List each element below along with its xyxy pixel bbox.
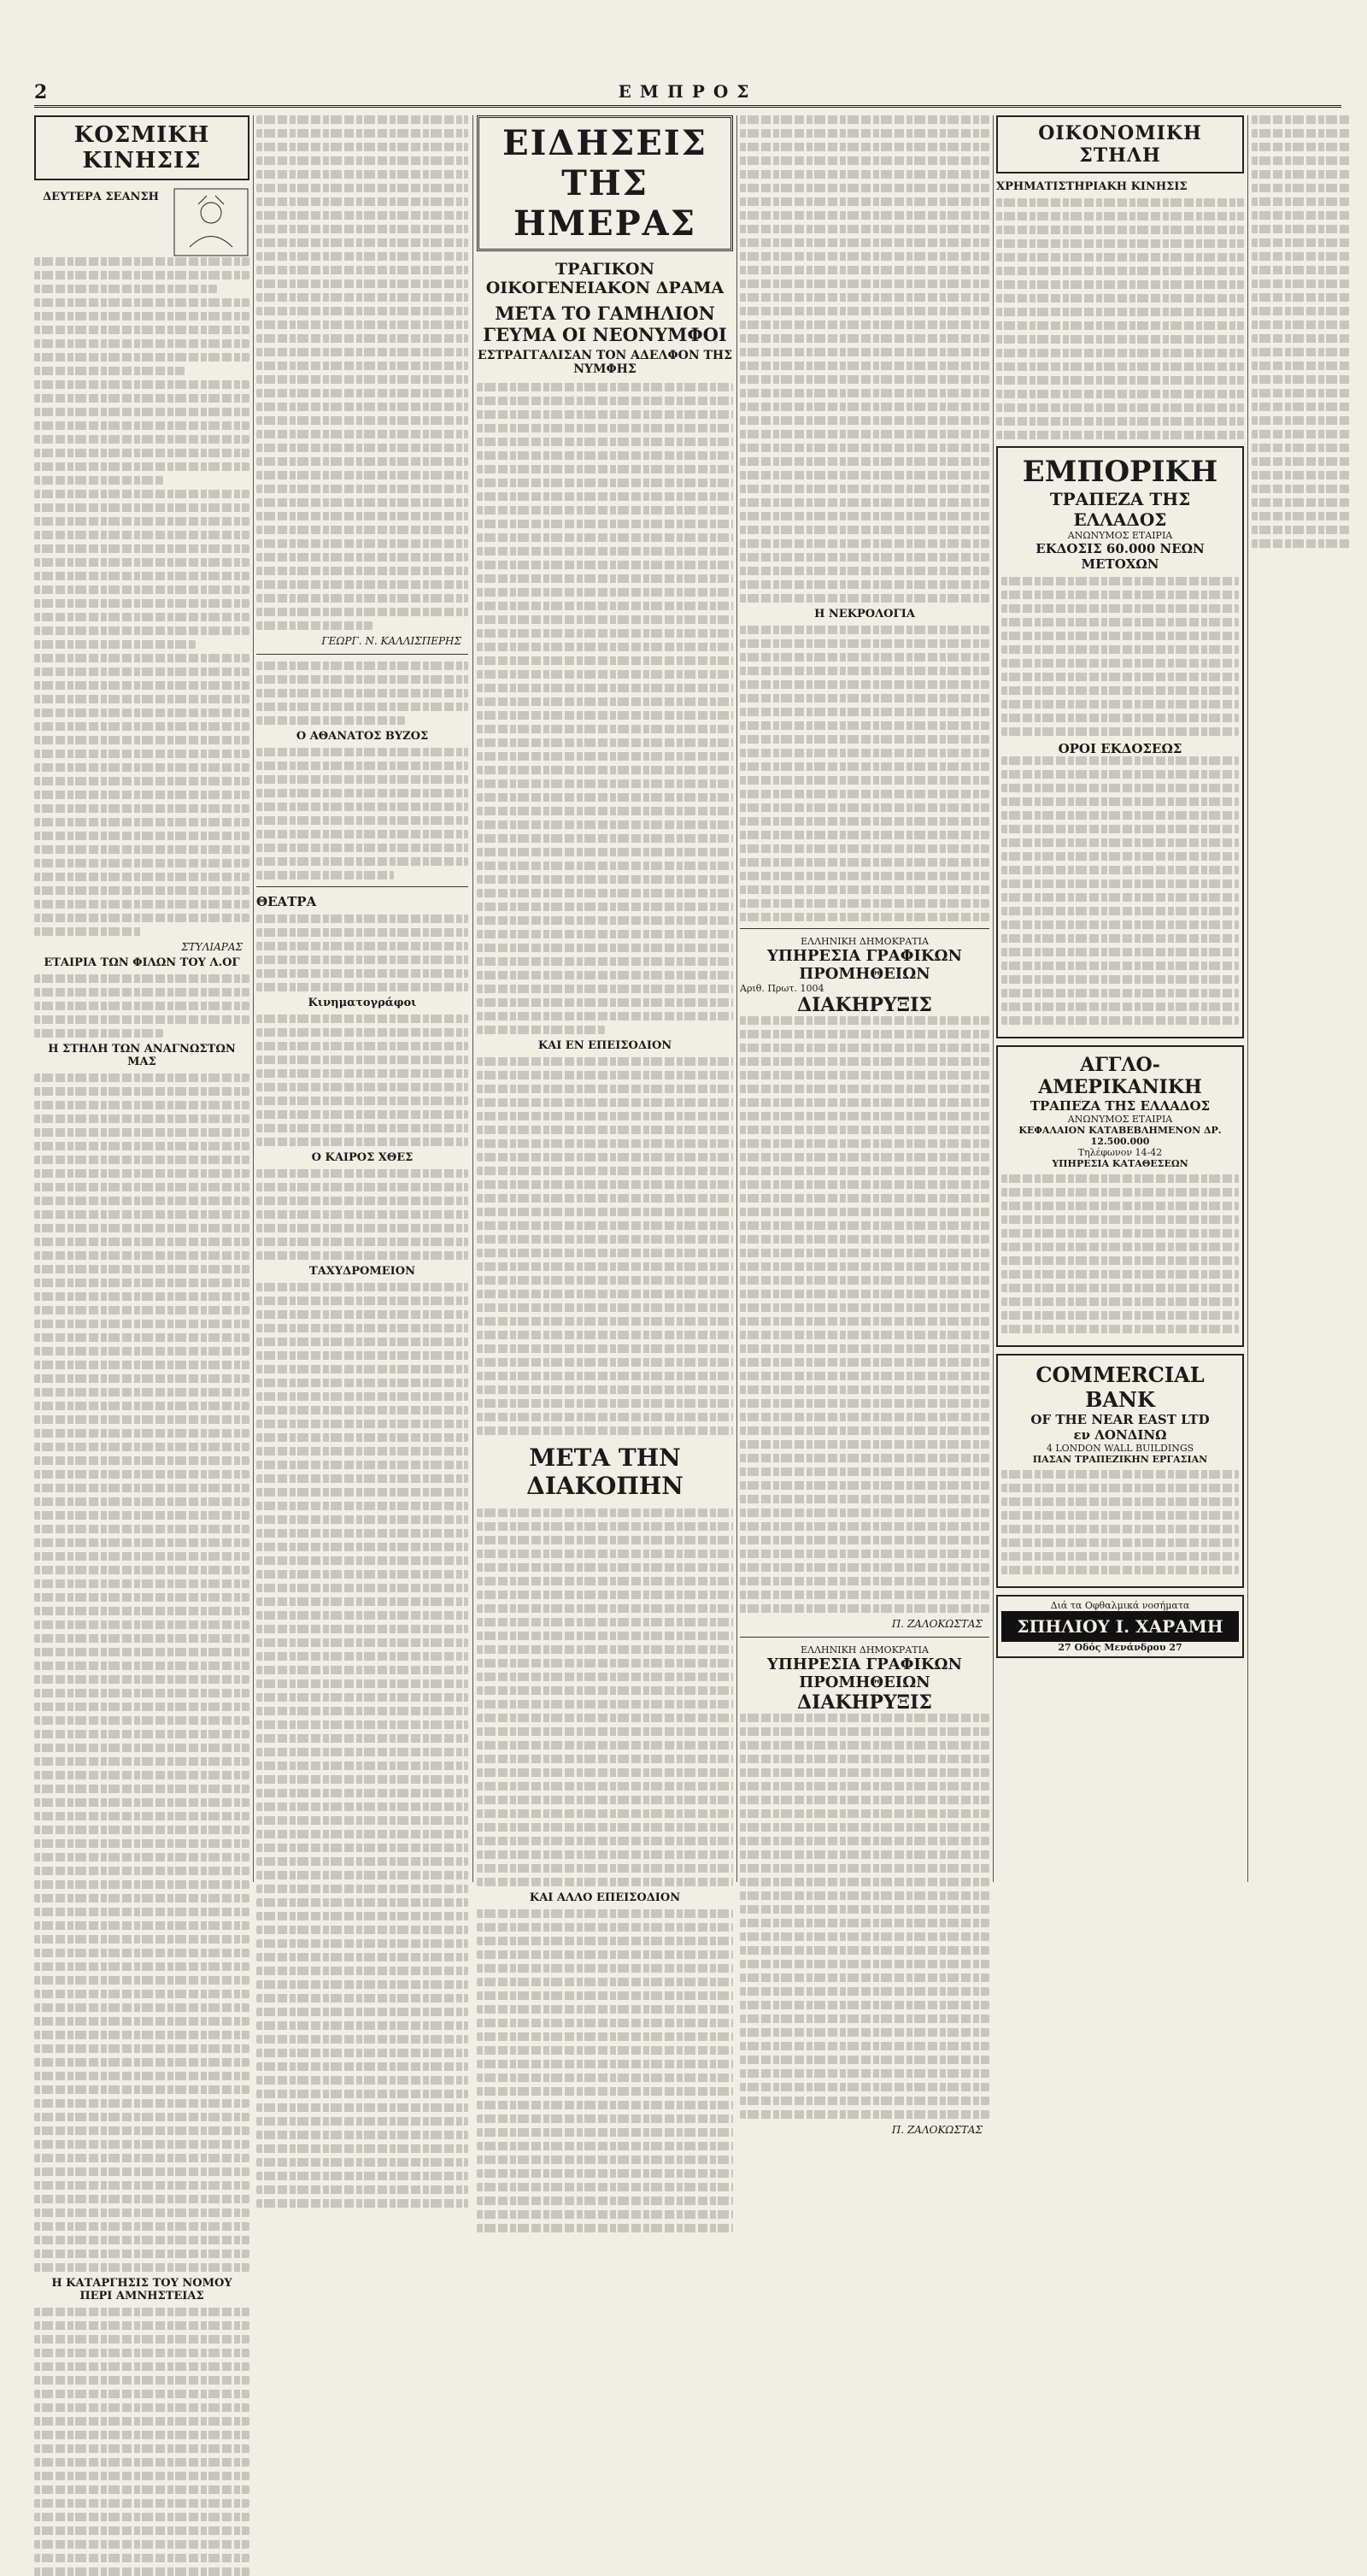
subhead: Η ΣΤΗΛΗ ΤΩΝ ΑΝΑΓΝΩΣΤΩΝ ΜΑΣ — [48, 1043, 236, 1068]
section-title: ΚΟΣΜΙΚΗ ΚΙΝΗΣΙΣ — [34, 115, 249, 180]
subhead: Η ΝΕΚΡΟΛΟΓΙΑ — [814, 608, 915, 620]
paper-name: ΕΜΠΡΟΣ — [618, 81, 758, 102]
subhead: ΔΕΥΤΕΡΑ ΣΕΑΝΣΗ — [43, 191, 159, 203]
proclamation-notice-2 — [740, 1644, 989, 1714]
masthead — [34, 81, 1341, 108]
column-divider — [253, 115, 254, 1882]
column-divider — [993, 115, 994, 1882]
ad-eye-clinic — [996, 1595, 1244, 1658]
notice-republic: ΕΛΛΗΝΙΚΗ ΔΗΜΟΚΡΑΤΙΑ — [801, 936, 929, 947]
sub-headline: ΕΣΤΡΑΓΓΑΛΙΣΑΝ ΤΟΝ ΑΔΕΛΦΟΝ ΤΗΣ ΝΥΜΦΗΣ — [477, 349, 733, 376]
subhead: ΧΡΗΜΑΤΙΣΤΗΡΙΑΚΗ ΚΙΝΗΣΙΣ — [996, 180, 1188, 193]
ad-sub: ΑΝΩΝΥΜΟΣ ΕΤΑΙΡΙΑ — [1067, 1114, 1173, 1125]
subhead: ΕΤΑΙΡΙΑ ΤΩΝ ΦΙΛΩΝ ΤΟΥ Λ.ΟΓ — [44, 956, 240, 969]
ad-terms: ΟΡΟΙ ΕΚΔΟΣΕΩΣ — [1058, 741, 1182, 756]
illustration-icon — [173, 187, 249, 257]
subhead: ΤΑΧΥΔΡΟΜΕΙΟΝ — [309, 1265, 415, 1278]
ad-name: ΤΡΑΠΕΖΑ ΤΗΣ ΕΛΛΑΔΟΣ — [1049, 489, 1191, 530]
notice-service: ΥΠΗΡΕΣΙΑ ΓΡΑΦΙΚΩΝ ΠΡΟΜΗΘΕΙΩΝ — [767, 947, 962, 983]
news-banner: ΕΙΔΗΣΕΙΣ ΤΗΣ ΗΜΕΡΑΣ — [477, 115, 733, 251]
byline: ΓΕΩΡΓ. Ν. ΚΑΛΛΙΣΠΕΡΗΣ — [321, 635, 461, 647]
ad-address: 27 Οδός Μενάνδρου 27 — [1058, 1642, 1182, 1653]
column-misc — [256, 115, 468, 1891]
subhead: Ο ΚΑΙΡΟΣ ΧΘΕΣ — [311, 1151, 414, 1164]
subhead: ΘΕΑΤΡΑ — [256, 894, 317, 909]
ad-sub: ΑΝΩΝΥΜΟΣ ΕΤΑΙΡΙΑ — [1067, 530, 1173, 541]
ad-anglo-american-bank — [996, 1045, 1244, 1347]
column-cropped — [1252, 115, 1350, 1891]
page-number: 2 — [34, 81, 48, 103]
ad-title: ΕΜΠΟΡΙΚΗ — [1022, 455, 1218, 489]
ad-department: ΥΠΗΡΕΣΙΑ ΚΑΤΑΘΕΣΕΩΝ — [1052, 1158, 1188, 1169]
notice-ref: Αριθ. Πρωτ. 1004 — [740, 983, 824, 994]
article-body — [34, 257, 249, 936]
column-news-cont — [740, 115, 989, 2136]
ad-services: ΠΑΣΑΝ ΤΡΑΠΕΖΙΚΗΝ ΕΡΓΑΣΙΑΝ — [1032, 1454, 1208, 1465]
notice-signature: Π. ΖΑΛΟΚΩΣΤΑΣ — [891, 1618, 983, 1630]
subhead: Η ΚΑΤΑΡΓΗΣΙΣ ΤΟΥ ΝΟΜΟΥ ΠΕΡΙ ΑΜΝΗΣΤΕΙΑΣ — [51, 2277, 232, 2303]
proclamation-notice-1 — [740, 936, 989, 1016]
ad-phone: Τηλέφωνον 14-42 — [1077, 1147, 1163, 1158]
ad-title: ΣΠΗΛΙΟΥ Ι. ΧΑΡΑΜΗ — [1001, 1611, 1239, 1642]
ad-line: εν ΛΟΝΔΙΝΩ — [1073, 1427, 1167, 1443]
subhead: Ο ΑΘΑΝΑΤΟΣ ΒΥΖΟΣ — [296, 730, 429, 743]
ad-address: 4 LONDON WALL BUILDINGS — [1046, 1443, 1194, 1454]
ad-title: COMMERCIAL BANK — [1036, 1362, 1205, 1412]
subhead: ΚΑΙ ΕΝ ΕΠΕΙΣΟΔΙΟΝ — [537, 1039, 672, 1052]
column-news — [477, 115, 733, 1904]
column-divider — [472, 115, 473, 1882]
notice-title: ΔΙΑΚΗΡΥΞΙΣ — [797, 1691, 932, 1714]
column-society — [34, 115, 249, 2303]
notice-signature: Π. ΖΑΛΟΚΩΣΤΑΣ — [891, 2124, 983, 2136]
section-headline: ΜΕΤΑ ΤΗΝ ΔΙΑΚΟΠΗΝ — [526, 1444, 684, 1500]
ad-name: ΤΡΑΠΕΖΑ ΤΗΣ ΕΛΛΑΔΟΣ — [1030, 1098, 1211, 1114]
ad-line: Διά τα Οφθαλμικά νοσήματα — [1050, 1600, 1190, 1611]
ad-commercial-bank-greece — [996, 446, 1244, 1038]
subhead: Κινηματογράφοι — [308, 997, 417, 1009]
notice-republic: ΕΛΛΗΝΙΚΗ ΔΗΜΟΚΡΑΤΙΑ — [801, 1644, 929, 1656]
column-finance — [996, 115, 1244, 1891]
column-divider — [736, 115, 737, 1882]
byline: ΣΤΥΛΙΑΡΑΣ — [181, 941, 243, 953]
notice-service: ΥΠΗΡΕΣΙΑ ΓΡΑΦΙΚΩΝ ΠΡΟΜΗΘΕΙΩΝ — [767, 1656, 962, 1691]
section-title: ΟΙΚΟΝΟΜΙΚΗ ΣΤΗΛΗ — [996, 115, 1244, 173]
ad-title: ΑΓΓΛΟ-ΑΜΕΡΙΚΑΝΙΚΗ — [1038, 1054, 1202, 1098]
ad-line: OF THE NEAR EAST LTD — [1030, 1412, 1210, 1427]
subhead: ΚΑΙ ΑΛΛΟ ΕΠΕΙΣΟΔΙΟΝ — [529, 1891, 681, 1904]
ad-issue: ΕΚΔΟΣΙΣ 60.000 ΝΕΩΝ ΜΕΤΟΧΩΝ — [1036, 541, 1205, 572]
ad-capital: ΚΕΦΑΛΑΙΟΝ ΚΑΤΑΒΕΒΛΗΜΕΝΟΝ ΔΡ. 12.500.000 — [1018, 1125, 1222, 1147]
ad-commercial-bank-near-east — [996, 1354, 1244, 1588]
notice-title: ΔΙΑΚΗΡΥΞΙΣ — [797, 994, 932, 1016]
drama-title: ΤΡΑΓΙΚΟΝ ΟΙΚΟΓΕΝΕΙΑΚΟΝ ΔΡΑΜΑ — [485, 260, 725, 297]
column-divider — [1247, 115, 1248, 1882]
main-headline: ΜΕΤΑ ΤΟ ΓΑΜΗΛΙΟΝ ΓΕΥΜΑ ΟΙ ΝΕΟΝΥΜΦΟΙ — [483, 303, 727, 345]
